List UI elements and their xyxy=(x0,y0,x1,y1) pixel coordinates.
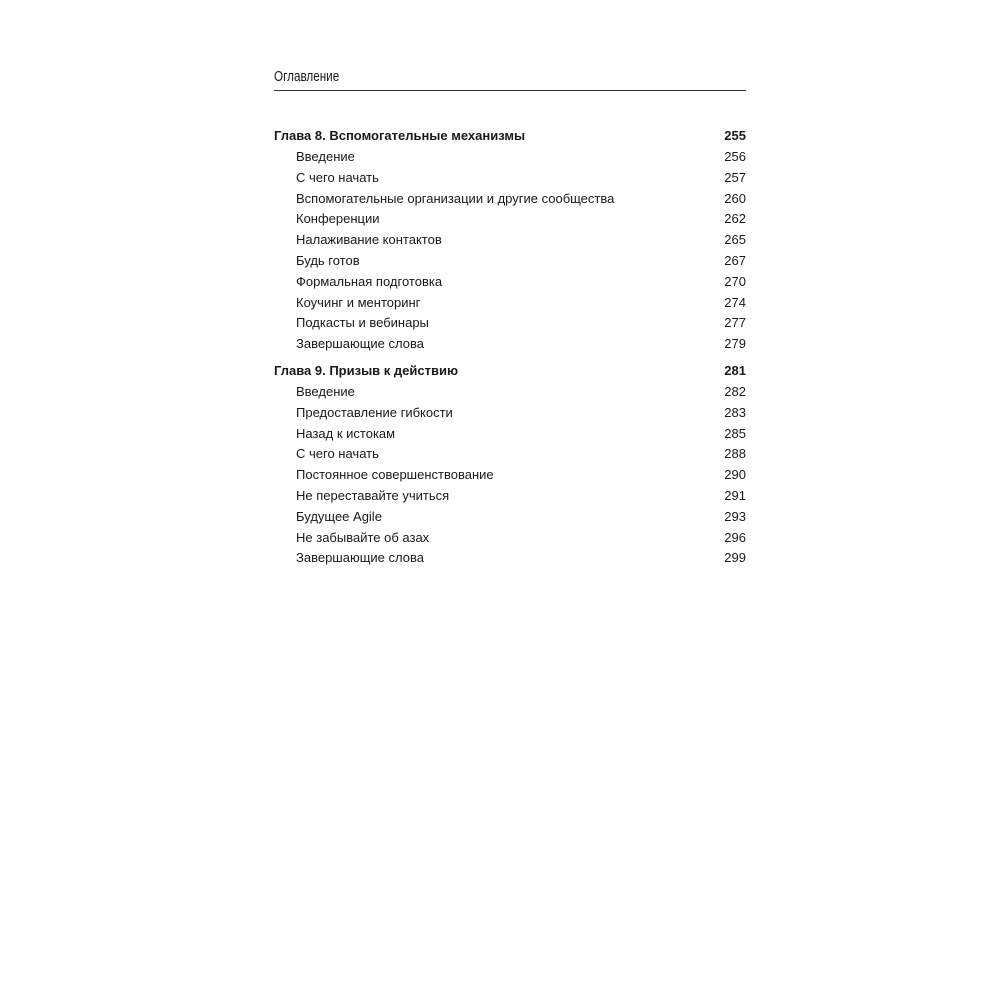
toc-entry xyxy=(274,465,746,486)
section-page-number: 257 xyxy=(724,169,746,185)
section-page-number: 296 xyxy=(724,529,746,545)
running-head xyxy=(274,66,746,91)
toc-entry xyxy=(274,293,746,314)
section-page-number: 262 xyxy=(724,211,746,227)
section-page-number: 274 xyxy=(724,294,746,310)
chapter-8 xyxy=(274,124,746,355)
table-of-contents xyxy=(274,124,746,569)
section-title: С чего начать xyxy=(296,446,379,462)
toc-entry xyxy=(274,528,746,549)
section-title: Подкасты и вебинары xyxy=(296,315,429,331)
section-page-number: 277 xyxy=(724,315,746,331)
toc-entry xyxy=(274,168,746,189)
section-title: Будь готов xyxy=(296,252,360,268)
section-title: Не переставайте учиться xyxy=(296,487,450,503)
section-page-number: 265 xyxy=(724,232,746,248)
section-title: Завершающие слова xyxy=(296,550,424,566)
section-page-number: 270 xyxy=(724,273,746,289)
toc-entry xyxy=(274,444,746,465)
section-title: Коучинг и менторинг xyxy=(296,294,421,310)
section-page-number: 283 xyxy=(724,404,746,420)
section-page-number: 288 xyxy=(724,446,746,462)
section-page-number: 299 xyxy=(724,550,746,566)
section-page-number: 282 xyxy=(724,383,746,399)
toc-entry xyxy=(274,424,746,445)
toc-entry xyxy=(274,272,746,293)
toc-entry xyxy=(274,403,746,424)
toc-entry xyxy=(274,486,746,507)
toc-entry xyxy=(274,251,746,272)
section-title: Вспомогательные организации и другие сообщества xyxy=(296,190,615,206)
section-page-number: 256 xyxy=(724,149,746,164)
section-title: Налаживание контактов xyxy=(296,232,442,248)
section-title: Постоянное совершенствование xyxy=(296,467,494,483)
section-page-number: 279 xyxy=(724,336,746,352)
toc-entry xyxy=(274,209,746,230)
toc-entry xyxy=(274,507,746,528)
section-title: Не забывайте об азах xyxy=(296,529,430,545)
section-title: С чего начать xyxy=(296,169,379,185)
toc-entry xyxy=(274,548,746,569)
section-page-number: 290 xyxy=(724,467,746,483)
toc-entry xyxy=(274,313,746,334)
chapter-heading xyxy=(274,359,746,382)
chapter-page-number: 255 xyxy=(724,128,746,143)
section-title: Введение xyxy=(296,383,355,399)
section-page-number: 267 xyxy=(724,252,746,268)
section-title: Завершающие слова xyxy=(296,336,424,352)
section-page-number: 293 xyxy=(724,508,746,524)
chapter-heading xyxy=(274,124,746,147)
section-title: Введение xyxy=(296,149,355,164)
section-title: Будущее Agile xyxy=(296,508,382,524)
section-title: Формальная подготовка xyxy=(296,273,443,289)
toc-entry xyxy=(274,382,746,403)
section-title: Назад к истокам xyxy=(296,425,396,441)
running-head-title: Оглавление xyxy=(274,68,340,85)
toc-entry xyxy=(274,230,746,251)
toc-entry xyxy=(274,147,746,168)
section-page-number: 291 xyxy=(724,487,746,503)
section-title: Предоставление гибкости xyxy=(296,404,453,420)
chapter-page-number: 281 xyxy=(724,362,746,378)
chapter-9 xyxy=(274,359,746,569)
toc-entry xyxy=(274,189,746,210)
chapter-title: Глава 9. Призыв к действию xyxy=(274,362,459,378)
toc-entry xyxy=(274,334,746,355)
section-title: Конференции xyxy=(296,211,380,227)
section-page-number: 285 xyxy=(724,425,746,441)
section-page-number: 260 xyxy=(724,190,746,206)
chapter-title: Глава 8. Вспомогательные механизмы xyxy=(274,128,526,143)
